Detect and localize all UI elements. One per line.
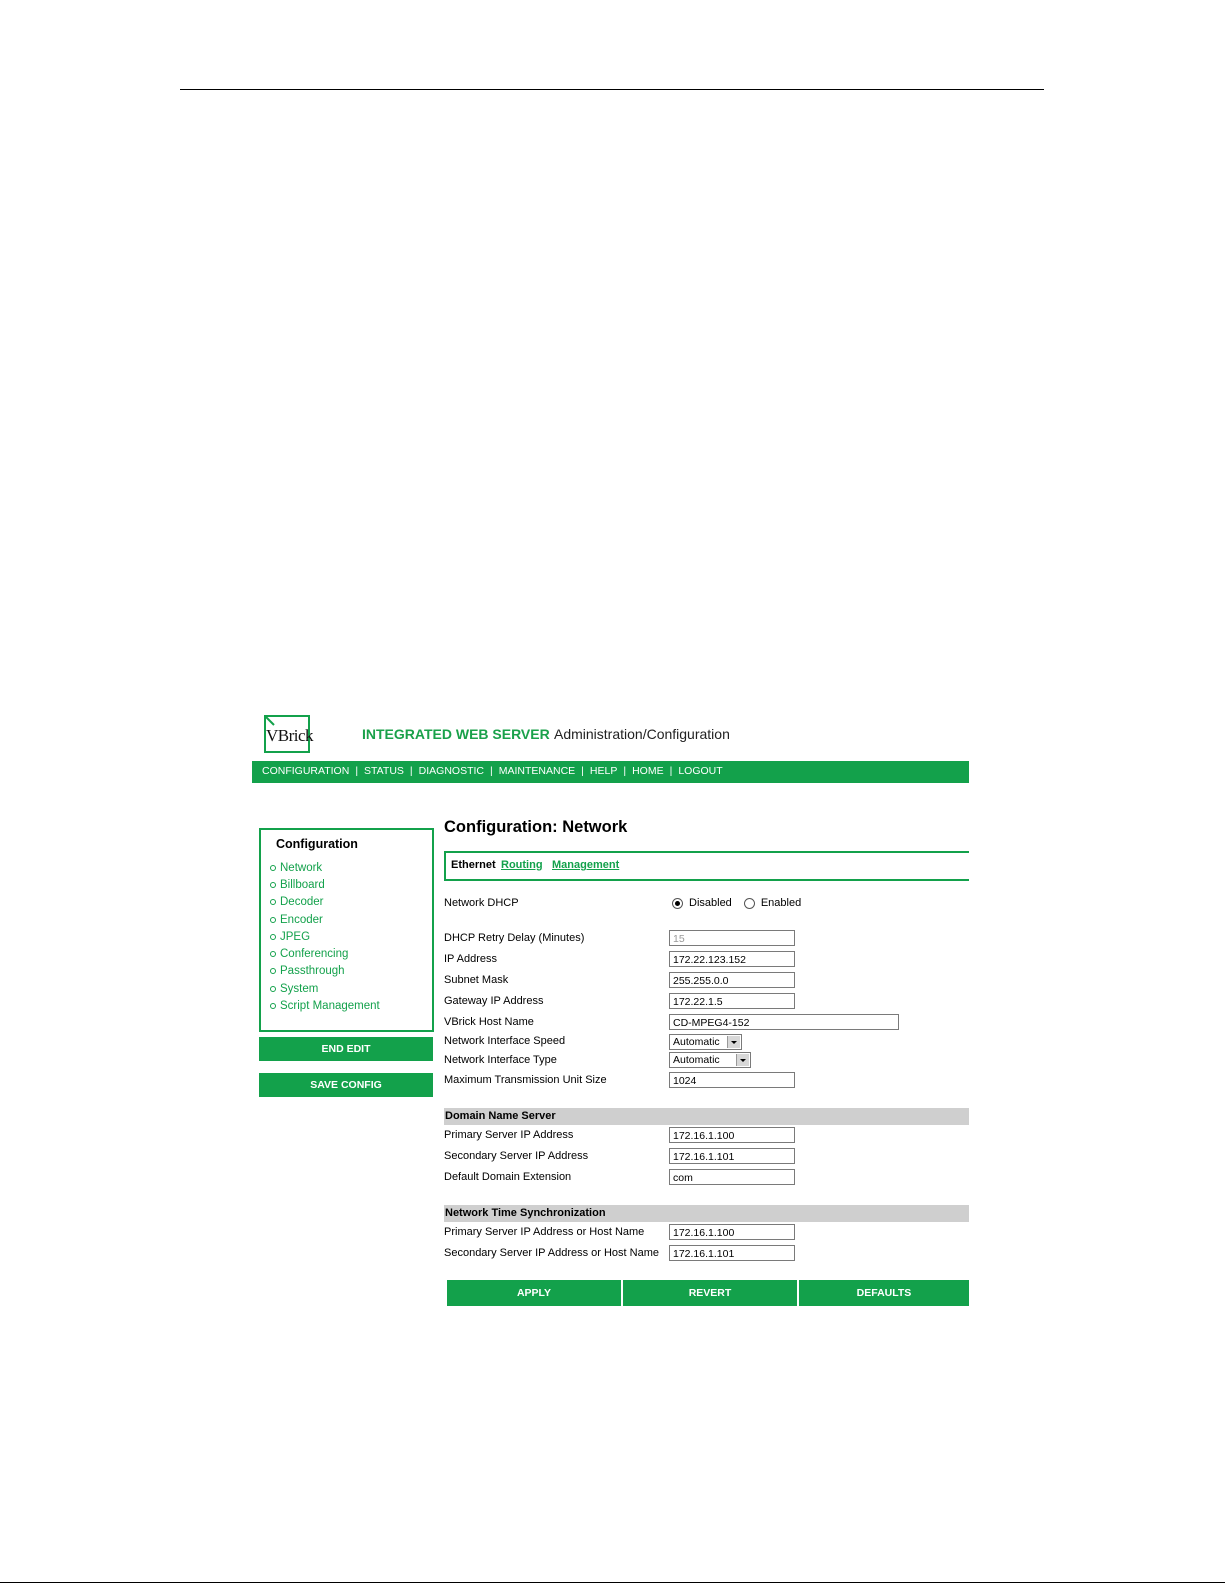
nav-separator: | bbox=[490, 765, 493, 777]
interface-type-value: Automatic bbox=[673, 1054, 720, 1066]
sidebar-item-label: Decoder bbox=[280, 896, 324, 909]
subnet-mask-label: Subnet Mask bbox=[444, 974, 509, 986]
ntp-secondary-label: Secondary Server IP Address or Host Name bbox=[444, 1247, 660, 1259]
interface-speed-select[interactable] bbox=[669, 1034, 742, 1050]
tab-management[interactable]: Management bbox=[552, 859, 620, 871]
apply-button[interactable]: APPLY bbox=[447, 1280, 621, 1306]
network-dhcp-label: Network DHCP bbox=[444, 897, 519, 909]
app-subtitle: Administration/Configuration bbox=[554, 726, 730, 742]
config-sidebar bbox=[259, 828, 434, 1032]
dhcp-disabled-label: Disabled bbox=[689, 897, 732, 909]
mtu-label: Maximum Transmission Unit Size bbox=[444, 1074, 607, 1086]
nav-separator: | bbox=[409, 765, 413, 777]
tab-routing[interactable]: Routing bbox=[501, 859, 543, 871]
nav-diagnostic[interactable]: DIAGNOSTIC bbox=[418, 765, 484, 777]
end-edit-button[interactable]: END EDIT bbox=[259, 1037, 433, 1061]
host-name-label: VBrick Host Name bbox=[444, 1016, 534, 1028]
interface-speed-value: Automatic bbox=[673, 1036, 720, 1048]
sidebar-item-jpeg[interactable] bbox=[270, 928, 380, 945]
sidebar-item-system[interactable] bbox=[270, 980, 380, 997]
nav-help[interactable]: HELP bbox=[589, 765, 618, 777]
dhcp-retry-label: DHCP Retry Delay (Minutes) bbox=[444, 932, 585, 944]
interface-type-select[interactable] bbox=[669, 1052, 751, 1068]
bullet-icon bbox=[270, 899, 276, 905]
sidebar-item-label: Billboard bbox=[280, 878, 325, 891]
page-bottom-rule bbox=[0, 1582, 1225, 1583]
domain-extension-label: Default Domain Extension bbox=[444, 1171, 572, 1183]
ip-address-input[interactable]: 172.22.123.152 bbox=[669, 951, 795, 967]
interface-speed-label: Network Interface Speed bbox=[444, 1035, 566, 1047]
sidebar-item-encoder[interactable] bbox=[270, 911, 380, 928]
defaults-button[interactable]: DEFAULTS bbox=[799, 1280, 969, 1306]
nav-configuration[interactable]: CONFIGURATION bbox=[262, 765, 350, 777]
app-title: INTEGRATED WEB SERVER bbox=[362, 726, 550, 742]
bullet-icon bbox=[270, 865, 276, 871]
bullet-icon bbox=[270, 917, 276, 923]
dns-primary-input[interactable]: 172.16.1.100 bbox=[669, 1127, 795, 1143]
chevron-down-icon bbox=[736, 1054, 749, 1066]
nav-status[interactable]: STATUS bbox=[364, 765, 404, 777]
bullet-icon bbox=[270, 1003, 276, 1009]
bullet-icon bbox=[270, 934, 276, 940]
sidebar-item-conferencing[interactable] bbox=[270, 945, 380, 962]
sidebar-item-billboard[interactable] bbox=[270, 876, 380, 893]
bullet-icon bbox=[270, 968, 276, 974]
ntp-primary-input[interactable]: 172.16.1.100 bbox=[669, 1224, 795, 1240]
bullet-icon bbox=[270, 951, 276, 957]
gateway-label: Gateway IP Address bbox=[444, 995, 544, 1007]
dns-primary-label: Primary Server IP Address bbox=[444, 1129, 574, 1141]
bullet-icon bbox=[270, 882, 276, 888]
interface-type-label: Network Interface Type bbox=[444, 1054, 557, 1066]
sidebar-item-decoder[interactable] bbox=[270, 894, 380, 911]
sidebar-title: Configuration bbox=[276, 837, 358, 851]
dns-secondary-input[interactable]: 172.16.1.101 bbox=[669, 1148, 795, 1164]
host-name-input[interactable]: CD-MPEG4-152 bbox=[669, 1014, 899, 1030]
nav-separator: | bbox=[623, 765, 627, 777]
top-nav-bar bbox=[252, 761, 969, 783]
dhcp-disabled-radio[interactable] bbox=[672, 898, 683, 909]
revert-button[interactable]: REVERT bbox=[623, 1280, 797, 1306]
chevron-down-icon bbox=[727, 1036, 740, 1048]
dns-section-header: Domain Name Server bbox=[444, 1108, 969, 1125]
nav-maintenance[interactable]: MAINTENANCE bbox=[498, 765, 576, 777]
sidebar-item-label: System bbox=[280, 982, 319, 995]
nav-logout[interactable]: LOGOUT bbox=[678, 765, 723, 777]
ip-address-label: IP Address bbox=[444, 953, 497, 965]
dhcp-retry-input[interactable]: 15 bbox=[669, 930, 795, 946]
sidebar-item-label: Encoder bbox=[280, 913, 323, 926]
logo-text: VBrick bbox=[266, 726, 314, 745]
sidebar-item-script-management[interactable] bbox=[270, 997, 380, 1014]
page-title: Configuration: Network bbox=[444, 818, 628, 836]
sidebar-item-passthrough[interactable] bbox=[270, 963, 380, 980]
sidebar-item-label: Conferencing bbox=[280, 948, 349, 961]
ntp-primary-label: Primary Server IP Address or Host Name bbox=[444, 1226, 645, 1238]
ntp-secondary-input[interactable]: 172.16.1.101 bbox=[669, 1245, 795, 1261]
domain-extension-input[interactable]: com bbox=[669, 1169, 795, 1185]
subnet-mask-input[interactable]: 255.255.0.0 bbox=[669, 972, 795, 988]
bullet-icon bbox=[270, 986, 276, 992]
gateway-input[interactable]: 172.22.1.5 bbox=[669, 993, 795, 1009]
mtu-input[interactable]: 1024 bbox=[669, 1072, 795, 1088]
nav-separator: | bbox=[669, 765, 673, 777]
sidebar-item-label: Network bbox=[280, 861, 323, 874]
save-config-button[interactable]: SAVE CONFIG bbox=[259, 1073, 433, 1097]
nav-separator: | bbox=[355, 765, 359, 777]
config-tab-bar bbox=[444, 851, 969, 881]
sidebar-item-network[interactable] bbox=[270, 859, 380, 876]
dhcp-enabled-radio[interactable] bbox=[744, 898, 755, 909]
dhcp-radio-group bbox=[672, 897, 801, 909]
nav-separator: | bbox=[581, 765, 584, 777]
nav-home[interactable]: HOME bbox=[632, 765, 664, 777]
page-top-rule bbox=[180, 89, 1044, 90]
browser-screenshot bbox=[252, 704, 969, 1321]
dhcp-enabled-label: Enabled bbox=[760, 897, 802, 909]
dns-secondary-label: Secondary Server IP Address bbox=[444, 1150, 589, 1162]
sidebar-item-label: Script Management bbox=[280, 1000, 380, 1013]
ntp-section-header: Network Time Synchronization bbox=[444, 1205, 969, 1222]
sidebar-item-label: Passthrough bbox=[280, 965, 345, 978]
tab-ethernet[interactable]: Ethernet bbox=[451, 859, 496, 871]
sidebar-item-label: JPEG bbox=[280, 930, 311, 943]
